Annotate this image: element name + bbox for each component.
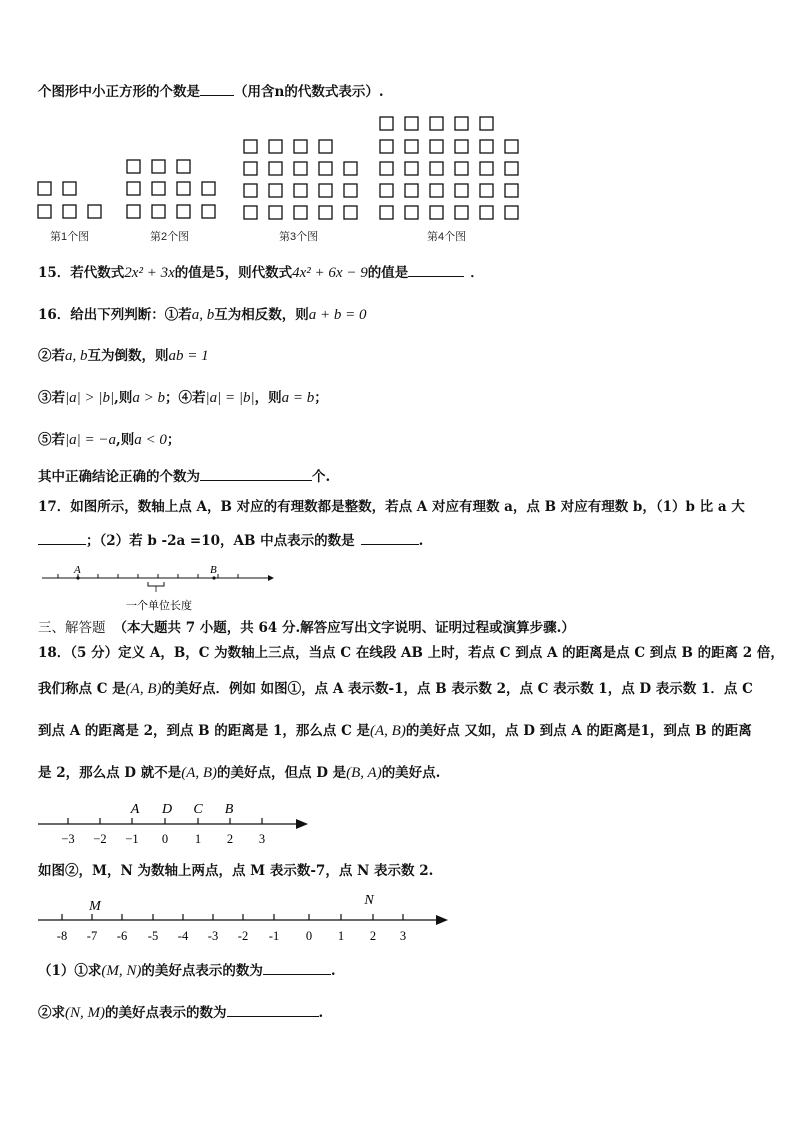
q15-expression-2: 4x² + 6x − 9 <box>292 265 368 281</box>
fig2-tick-label: -3 <box>207 929 219 943</box>
q18-line3-b: 的美好点 又如，点 D 到点 A 的距离是1，到点 B 的距离 <box>405 723 752 739</box>
question-16-line-2 <box>38 346 209 366</box>
fig1-tick-label: 1 <box>194 832 202 846</box>
q16-s1-eq: a + b = 0 <box>308 307 367 323</box>
q18-line4-a: 是 2，那么点 D 就不是 <box>38 765 182 781</box>
q18-sub2-b: 的美好点表示的数为 <box>105 1005 227 1021</box>
q16-summary-text: 其中正确结论正确的个数为 <box>38 469 200 485</box>
q17-answer-blank-2 <box>361 530 419 545</box>
q16-s3-res: a > b <box>132 390 165 406</box>
q18-sub2-a: ②求 <box>38 1005 65 1021</box>
q18-sub1-b: 的美好点表示的数为 <box>141 963 263 979</box>
q16-s1-mid: 互为相反数，则 <box>214 307 309 323</box>
q14-text: 个图形中小正方形的个数是 <box>38 84 200 100</box>
figure-2-intro <box>38 861 433 881</box>
fig1-tick-label: 3 <box>258 832 266 846</box>
question-16-summary <box>38 466 330 487</box>
fig2-tick-label: 1 <box>337 929 345 943</box>
q18-line2-a: 我们称点 C 是 <box>38 681 126 697</box>
fig2-intro-text: 如图②，M，N 为数轴上两点，点 M 表示数-7，点 N 表示数 2. <box>38 863 434 879</box>
q16-s4-end: ； <box>314 390 328 406</box>
q18-sub1-a: （1）①求 <box>38 963 102 979</box>
unit-length-bracket <box>148 582 164 586</box>
fig1-tick-label: −3 <box>61 832 75 846</box>
q18-sub2-end: . <box>318 1005 324 1021</box>
section-3-header <box>38 618 575 638</box>
question-18-line-1 <box>38 643 784 663</box>
figure-label-4: 第4个图 <box>427 231 467 243</box>
q16-s2-pre: ②若 <box>38 348 65 364</box>
question-16-line-3 <box>38 388 328 408</box>
fig2-point-n: N <box>364 893 374 908</box>
q18-sub1-end: . <box>330 963 336 979</box>
q18-sub2-answer-blank <box>227 1002 319 1017</box>
q18-sub1-answer-blank <box>263 960 331 975</box>
q16-s3-cond: |a| > |b| <box>65 390 115 406</box>
figure-label-2: 第2个图 <box>150 231 190 243</box>
q18-sub-1 <box>38 960 336 981</box>
q18-line4-c: 的美好点. <box>381 765 441 781</box>
q15-text-2: 的值是5，则代数式 <box>174 265 293 281</box>
question-17-line-2 <box>38 530 423 551</box>
q17-number: 17． <box>38 499 71 515</box>
q16-s5-cond: |a| = −a <box>65 432 116 448</box>
q16-s5-res: a < 0 <box>134 432 167 448</box>
q16-intro: 给出下列判断：①若 <box>70 307 192 323</box>
q15-number: 15． <box>38 265 71 281</box>
question-16-line-4 <box>38 430 180 450</box>
fig1-point-b: B <box>224 802 234 817</box>
q18-line2-b: 的美好点．例如 如图①，点 A 表示数-1，点 B 表示数 2，点 C 表示数 1，点 D 表示数 1．点 C <box>161 681 753 697</box>
figure-label-3: 第3个图 <box>279 231 319 243</box>
q18-line1: （5 分）定义 A，B，C 为数轴上三点，当点 C 在线段 AB 上时，若点 C 到点 A 的距离是点 C 到点 B 的距离 2 倍， <box>70 645 784 661</box>
fig2-tick-label: 0 <box>305 929 313 943</box>
q15-answer-blank <box>408 262 464 277</box>
q18-number: 18． <box>38 645 71 661</box>
q16-s5-mid: ,则 <box>116 432 135 448</box>
square-pattern-figure <box>34 112 524 248</box>
fig1-point-d: D <box>161 802 173 817</box>
fig2-tick-label: -5 <box>147 929 159 943</box>
q15-end: ． <box>470 265 484 281</box>
q16-s3-sep: ；④若 <box>164 390 206 406</box>
fig2-tick-label: -1 <box>268 929 280 943</box>
q18-pair-ab-2: (A, B) <box>370 723 406 739</box>
question-16-line-1 <box>38 305 367 325</box>
q18-pair-nm: (N, M) <box>65 1005 105 1021</box>
fig2-point-m: M <box>89 899 101 914</box>
q15-text-3: 的值是 <box>367 265 409 281</box>
q16-s4-mid: ，则 <box>254 390 282 406</box>
section-3-desc: （本大题共 7 小题，共 64 分.解答应写出文字说明、证明过程或演算步骤.） <box>113 620 575 636</box>
figure-label-1: 第1个图 <box>50 231 90 243</box>
q17-point-a-label: A <box>74 564 81 576</box>
fig2-tick-label: -2 <box>237 929 249 943</box>
q15-expression-1: 2x² + 3x <box>124 265 175 281</box>
q18-sub-2 <box>38 1002 323 1023</box>
q16-s2-eq: ab = 1 <box>168 348 209 364</box>
q18-pair-ab-3: (A, B) <box>181 765 218 781</box>
fig1-point-c: C <box>193 802 203 817</box>
q17-answer-blank-1 <box>38 530 86 545</box>
q17-line2-end: . <box>418 533 424 549</box>
q16-summary-end: 个. <box>312 469 331 485</box>
fig1-point-a: A <box>130 802 140 817</box>
q17-number-line <box>40 562 280 614</box>
q16-number: 16． <box>38 307 71 323</box>
fig1-tick-label: −1 <box>125 832 139 846</box>
q14-answer-blank <box>200 81 234 96</box>
figure-2-number-line <box>36 890 456 946</box>
fig2-tick-label: 2 <box>369 929 377 943</box>
question-18-line-2 <box>38 679 753 699</box>
q16-s3-mid: ,则 <box>114 390 133 406</box>
q18-line4-b: 的美好点，但点 D 是 <box>217 765 347 781</box>
q14-tail <box>38 81 384 102</box>
q16-s2-mid: 互为倒数，则 <box>87 348 169 364</box>
fig2-tick-label: -6 <box>116 929 128 943</box>
q16-s5-pre: ⑤若 <box>38 432 65 448</box>
question-18-line-3 <box>38 721 752 741</box>
fig2-tick-label: 3 <box>399 929 407 943</box>
fig2-tick-label: -7 <box>86 929 98 943</box>
q18-pair-ba: (B, A) <box>346 765 382 781</box>
q16-answer-blank <box>200 466 312 481</box>
q16-s4-res: a = b <box>281 390 315 406</box>
fig1-tick-label: 2 <box>226 832 234 846</box>
q16-s2-vars: a, b <box>65 348 88 364</box>
q17-point-b-label: B <box>210 564 217 576</box>
q17-line2-mid: ；（2）若 b -2a =10，AB 中点表示的数是 <box>86 533 355 549</box>
q16-s3-pre: ③若 <box>38 390 65 406</box>
unit-length-label: 一个单位长度 <box>126 599 192 612</box>
q18-pair-mn: (M, N) <box>101 963 142 979</box>
section-3-title: 三、解答题 <box>38 620 106 636</box>
q18-line3-a: 到点 A 的距离是 2，到点 B 的距离是 1，那么点 C 是 <box>38 723 371 739</box>
fig2-tick-label: -4 <box>177 929 189 943</box>
fig2-tick-label: -8 <box>56 929 68 943</box>
q16-s5-end: ； <box>166 432 181 448</box>
question-18-line-4 <box>38 763 440 783</box>
q16-s1-vars: a, b <box>191 307 215 323</box>
q16-s4-cond: |a| = |b| <box>205 390 255 406</box>
fig1-tick-label: 0 <box>161 832 169 846</box>
q17-line1: 如图所示，数轴上点 A，B 对应的有理数都是整数，若点 A 对应有理数 a，点 B 对应有理数 b，（1）b 比 a 大 <box>70 499 745 515</box>
q18-pair-ab: (A, B) <box>125 681 162 697</box>
question-17-line-1 <box>38 497 745 517</box>
q15-text-1: 若代数式 <box>70 265 125 281</box>
figure-1-number-line <box>36 798 316 850</box>
question-15 <box>38 262 484 283</box>
q14-after: （用含n的代数式表示）. <box>234 84 384 100</box>
fig1-tick-label: −2 <box>93 832 107 846</box>
